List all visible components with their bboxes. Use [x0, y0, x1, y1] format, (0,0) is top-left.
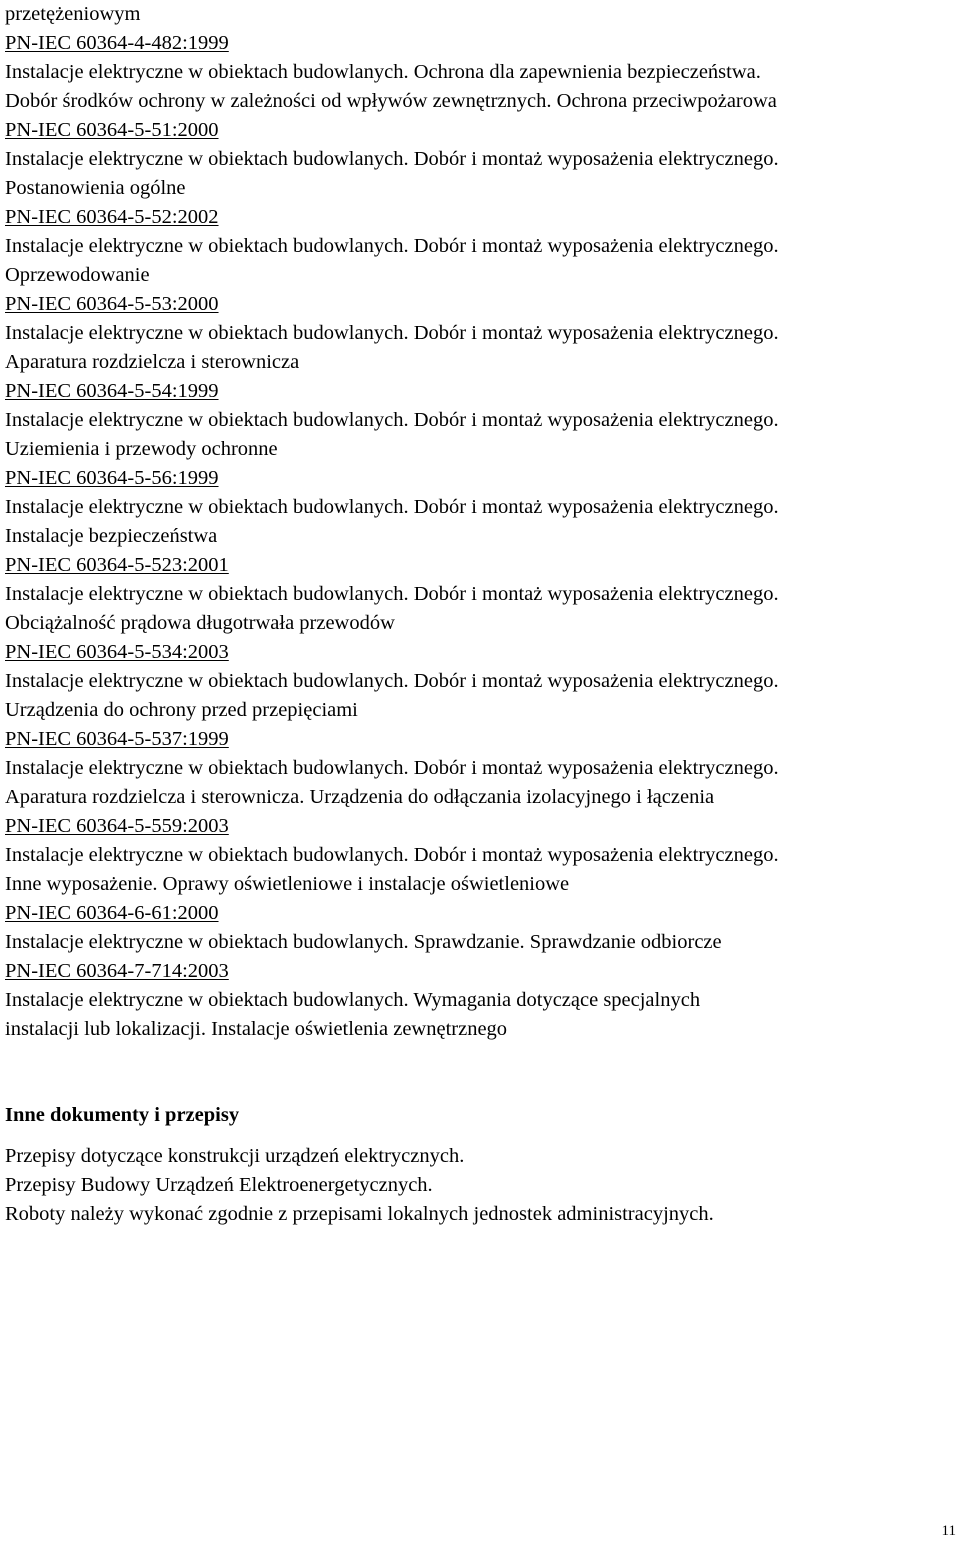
standard-description-line: Instalacje elektryczne w obiektach budowlanych. Dobór i montaż wyposażenia elektrycznego.: [5, 583, 779, 605]
standard-description-line: Instalacje elektryczne w obiektach budowlanych. Dobór i montaż wyposażenia elektrycznego.: [5, 757, 779, 779]
standard-code: PN-IEC 60364-5-537:1999: [5, 728, 229, 750]
standard-code: PN-IEC 60364-5-56:1999: [5, 467, 219, 489]
standard-description-line: Postanowienia ogólne: [5, 177, 186, 199]
standard-code: PN-IEC 60364-5-52:2002: [5, 206, 219, 228]
standard-description-line: Instalacje elektryczne w obiektach budowlanych. Dobór i montaż wyposażenia elektrycznego.: [5, 496, 779, 518]
standard-description-line: instalacji lub lokalizacji. Instalacje oświetlenia zewnętrznego: [5, 1018, 508, 1040]
standard-description-line: Oprzewodowanie: [5, 264, 150, 286]
section-spacer: [5, 1044, 957, 1101]
standard-description-line: Obciążalność prądowa długotrwała przewodów: [5, 612, 395, 634]
standard-description-line: Inne wyposażenie. Oprawy oświetleniowe i instalacje oświetleniowe: [5, 873, 570, 895]
standard-description-line: Dobór środków ochrony w zależności od wpływów zewnętrznych. Ochrona przeciwpożarowa: [5, 90, 777, 112]
standard-description-line: Urządzenia do ochrony przed przepięciami: [5, 699, 358, 721]
heading-spacer: [5, 1130, 957, 1142]
standard-description-line: Aparatura rozdzielcza i sterownicza. Urządzenia do odłączania izolacyjnego i łączenia: [5, 786, 715, 808]
standard-code: PN-IEC 60364-5-54:1999: [5, 380, 219, 402]
regulation-line: Przepisy dotyczące konstrukcji urządzeń elektrycznych.: [5, 1145, 465, 1167]
standard-code: PN-IEC 60364-5-53:2000: [5, 293, 219, 315]
standard-description-line: Instalacje elektryczne w obiektach budowlanych. Dobór i montaż wyposażenia elektrycznego.: [5, 148, 779, 170]
standards-list: [5, 0, 957, 1044]
standard-code: PN-IEC 60364-5-534:2003: [5, 641, 229, 663]
section-heading: Inne dokumenty i przepisy: [5, 1104, 240, 1126]
standard-description-line: Instalacje elektryczne w obiektach budowlanych. Sprawdzanie. Sprawdzanie odbiorcze: [5, 931, 722, 953]
standard-code: PN-IEC 60364-5-559:2003: [5, 815, 229, 837]
page-number: 11: [941, 1523, 956, 1539]
document-page: [5, 0, 957, 1229]
other-documents-section: [5, 1101, 957, 1229]
standard-description-line: Instalacje elektryczne w obiektach budowlanych. Dobór i montaż wyposażenia elektrycznego.: [5, 844, 779, 866]
standard-description-line: Instalacje elektryczne w obiektach budowlanych. Dobór i montaż wyposażenia elektrycznego.: [5, 322, 779, 344]
standard-description-line: Instalacje elektryczne w obiektach budowlanych. Dobór i montaż wyposażenia elektrycznego.: [5, 235, 779, 257]
standard-description-line: Instalacje elektryczne w obiektach budowlanych. Dobór i montaż wyposażenia elektrycznego.: [5, 670, 779, 692]
standard-description-line: Uziemienia i przewody ochronne: [5, 438, 278, 460]
standard-description-line: Instalacje elektryczne w obiektach budowlanych. Wymagania dotyczące specjalnych: [5, 989, 701, 1011]
standard-code: PN-IEC 60364-7-714:2003: [5, 960, 229, 982]
standard-description-line: Aparatura rozdzielcza i sterownicza: [5, 351, 300, 373]
standard-description-line: przetężeniowym: [5, 3, 141, 25]
regulation-line: Roboty należy wykonać zgodnie z przepisami lokalnych jednostek administracyjnych.: [5, 1203, 714, 1225]
standard-code: PN-IEC 60364-6-61:2000: [5, 902, 219, 924]
regulation-line: Przepisy Budowy Urządzeń Elektroenergetycznych.: [5, 1174, 433, 1196]
standard-code: PN-IEC 60364-5-51:2000: [5, 119, 219, 141]
standard-description-line: Instalacje elektryczne w obiektach budowlanych. Ochrona dla zapewnienia bezpieczeństwa.: [5, 61, 761, 83]
standard-code: PN-IEC 60364-5-523:2001: [5, 554, 229, 576]
standard-code: PN-IEC 60364-4-482:1999: [5, 32, 229, 54]
standard-description-line: Instalacje elektryczne w obiektach budowlanych. Dobór i montaż wyposażenia elektrycznego.: [5, 409, 779, 431]
standard-description-line: Instalacje bezpieczeństwa: [5, 525, 218, 547]
